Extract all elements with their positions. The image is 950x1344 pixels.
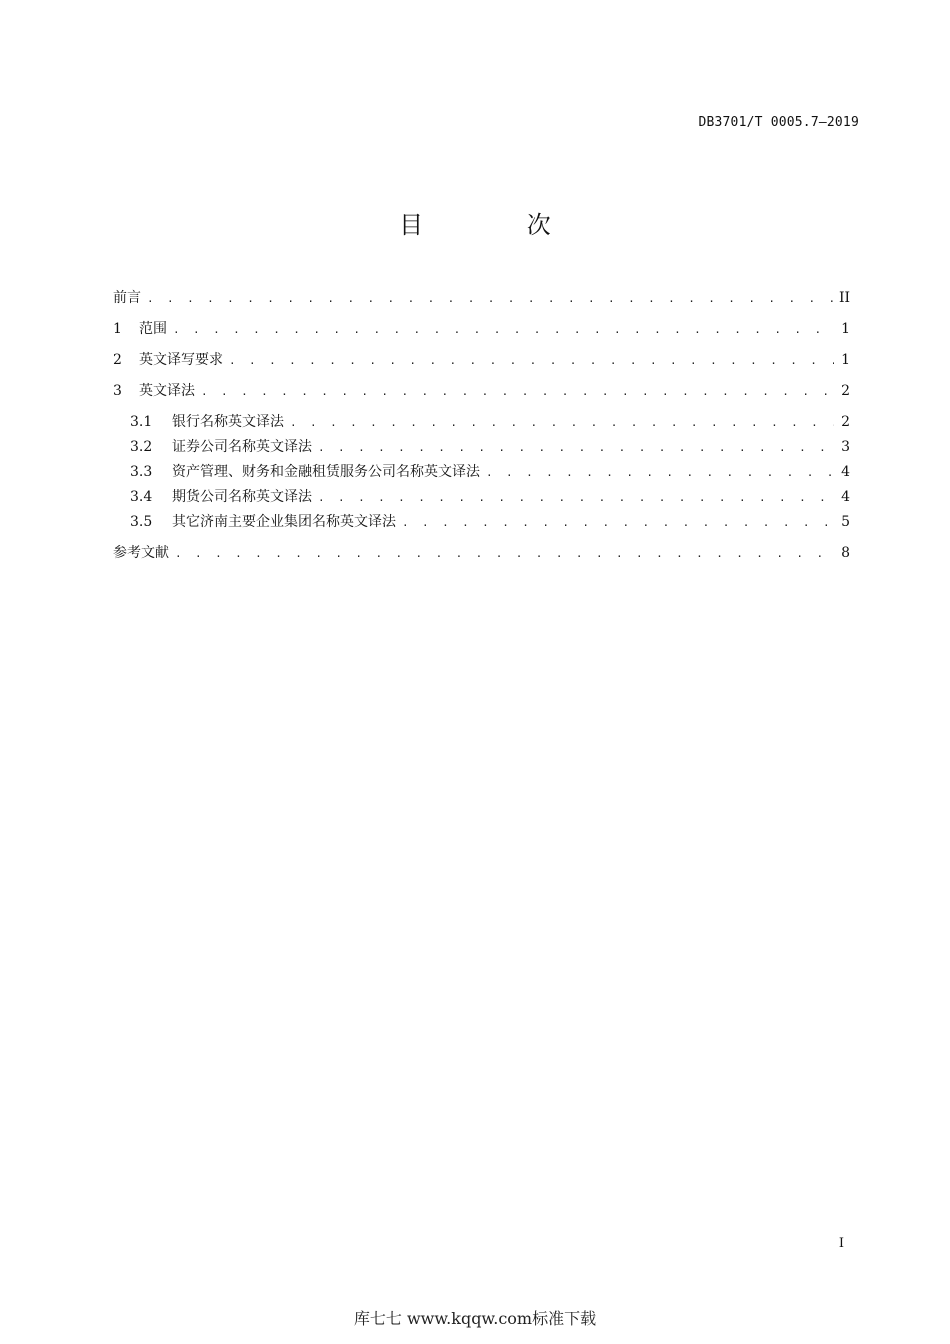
toc-entry-3-5[interactable] bbox=[130, 512, 850, 532]
toc-leader-dots bbox=[201, 382, 834, 402]
page-number: I bbox=[838, 1236, 844, 1251]
toc-leader-dots bbox=[147, 289, 833, 309]
toc-entry-number: 1 bbox=[113, 321, 122, 337]
toc-entry-page: 1 bbox=[841, 321, 850, 337]
toc-entry-number: 3 bbox=[113, 383, 122, 399]
toc-entry-3-1[interactable] bbox=[130, 412, 850, 432]
toc-entry-page: II bbox=[838, 290, 850, 306]
toc-entry-number: 3.5 bbox=[130, 514, 153, 530]
toc-leader-dots bbox=[290, 413, 834, 433]
toc-entry-translation[interactable] bbox=[113, 381, 850, 401]
toc-entry-label: 前言 bbox=[113, 290, 141, 306]
toc-entry-requirements[interactable] bbox=[113, 350, 850, 370]
toc-entry-page: 8 bbox=[841, 545, 850, 561]
toc-entry-number: 3.3 bbox=[130, 464, 153, 480]
toc-entry-3-4[interactable] bbox=[130, 487, 850, 507]
toc-entry-page: 2 bbox=[841, 414, 850, 430]
toc-entry-label: 英文译法 bbox=[139, 383, 195, 399]
toc-title: 目 次 bbox=[399, 211, 599, 239]
toc-entry-page: 5 bbox=[841, 514, 850, 530]
toc-entry-label: 参考文献 bbox=[113, 545, 169, 561]
toc-leader-dots bbox=[486, 463, 834, 483]
toc-entry-references[interactable] bbox=[113, 543, 850, 563]
toc-entry-page: 4 bbox=[841, 464, 850, 480]
toc-entry-label: 其它济南主要企业集团名称英文译法 bbox=[172, 514, 396, 530]
doc-code: DB3701/T 0005.7—2019 bbox=[698, 115, 859, 130]
toc-entry-page: 1 bbox=[841, 352, 850, 368]
toc-leader-dots bbox=[229, 351, 834, 371]
toc-entry-page: 3 bbox=[841, 439, 850, 455]
toc-leader-dots bbox=[173, 320, 834, 340]
toc-entry-label: 资产管理、财务和金融租赁服务公司名称英文译法 bbox=[172, 464, 480, 480]
toc-entry-number: 3.2 bbox=[130, 439, 153, 455]
toc-entry-label: 英文译写要求 bbox=[139, 352, 223, 368]
toc-entry-3-3[interactable] bbox=[130, 462, 850, 482]
toc-entry-label: 证券公司名称英文译法 bbox=[172, 439, 312, 455]
toc-entry-label: 银行名称英文译法 bbox=[172, 414, 284, 430]
toc-entry-3-2[interactable] bbox=[130, 437, 850, 457]
watermark-text: 库七七 www.kqqw.com标准下载 bbox=[353, 1309, 597, 1328]
toc-entry-label: 范围 bbox=[139, 321, 167, 337]
toc-entry-number: 3.1 bbox=[130, 414, 153, 430]
toc-entry-number: 2 bbox=[113, 352, 122, 368]
toc-entry-preface[interactable] bbox=[113, 288, 850, 308]
toc-entry-page: 2 bbox=[841, 383, 850, 399]
toc-entry-scope[interactable] bbox=[113, 319, 850, 339]
table-of-contents bbox=[113, 0, 850, 600]
toc-leader-dots bbox=[318, 488, 834, 508]
toc-leader-dots bbox=[175, 544, 834, 564]
toc-entry-label: 期货公司名称英文译法 bbox=[172, 489, 312, 505]
toc-entry-page: 4 bbox=[841, 489, 850, 505]
toc-leader-dots bbox=[402, 513, 834, 533]
toc-entry-number: 3.4 bbox=[130, 489, 153, 505]
toc-leader-dots bbox=[318, 438, 834, 458]
